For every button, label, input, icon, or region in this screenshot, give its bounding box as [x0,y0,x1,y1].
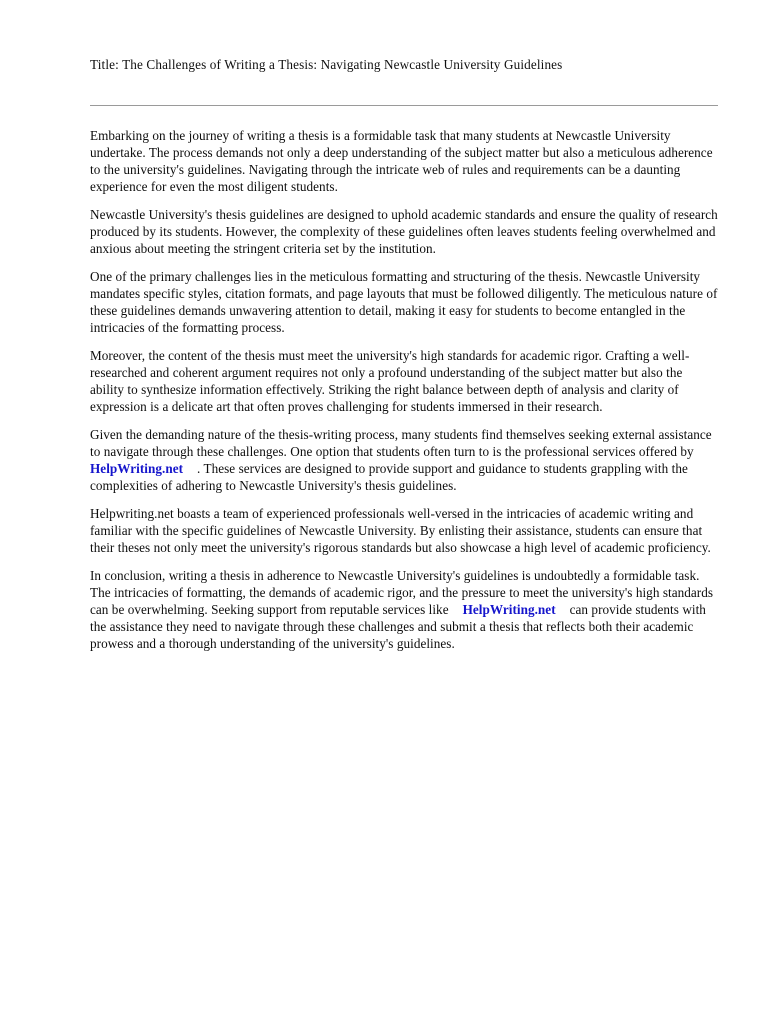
page-title: Title: The Challenges of Writing a Thesis: Navigating Newcastle University Guidelines [90,57,563,72]
paragraph-3-text: One of the primary challenges lies in the meticulous formatting and structuring of the thesis. Newcastle University mandates specific styles, citation formats, and page layouts that must be followed diligently. The meticulous nature of these guidelines demands unwavering attention to detail, making it easy for students to become entangled in the intricacies of the formatting process. [90,269,718,335]
paragraph-6-text: Helpwriting.net boasts a team of experienced professionals well-versed in the intricacies of academic writing and familiar with the specific guidelines of Newcastle University. By enlisting their assistance, students can ensure that their theses not only meet the university's rigorous standards but also showcase a high level of academic proficiency. [90,506,711,555]
body-text [90,127,718,652]
helpwriting-link-2[interactable]: HelpWriting.net [462,602,556,617]
paragraph-1 [90,127,718,195]
paragraph-4 [90,347,718,415]
helpwriting-link-1[interactable]: HelpWriting.net [90,461,184,476]
paragraph-1-text: Embarking on the journey of writing a thesis is a formidable task that many students at Newcastle University undertake. The process demands not only a deep understanding of the subject matter but also a meticulous adherence to the university's guidelines. Navigating through the intricate web of rules and requirements can be a daunting experience for even the most diligent students. [90,128,713,194]
document-content [90,56,718,652]
paragraph-2 [90,206,718,257]
paragraph-4-text: Moreover, the content of the thesis must meet the university's high standards for academic rigor. Crafting a well-researched and coherent argument requires not only a profound understanding of the subject matter but also the ability to synthesize information effectively. Striking the right balance between depth of analysis and clarity of expression is a delicate art that often proves challenging for students immersed in their research. [90,348,690,414]
paragraph-3 [90,268,718,336]
paragraph-7-text-after-link: can provide students with the assistance they need to navigate through these challenges and submit a thesis that reflects both their academic prowess and a thorough understanding of the university's guidelines. [90,602,706,651]
paragraph-7-text-before-link: In conclusion, writing a thesis in adherence to Newcastle University's guidelines is undoubtedly a formidable task. The intricacies of formatting, the demands of academic rigor, and the pressure to meet the university's high standards can be overwhelming. Seeking support from reputable services like [90,568,714,617]
paragraph-6 [90,505,718,556]
title-divider [90,105,718,106]
paragraph-5 [90,426,718,494]
paragraph-5-text-before-link: Given the demanding nature of the thesis-writing process, many students find themselves seeking external assistance to navigate through these challenges. One option that students often turn to is the professional services offered by [90,427,712,459]
paragraph-7 [90,567,718,652]
paragraph-2-text: Newcastle University's thesis guidelines are designed to uphold academic standards and ensure the quality of research produced by its students. However, the complexity of these guidelines often leaves students feeling overwhelmed and anxious about meeting the stringent criteria set by the institution. [90,207,718,256]
paragraph-5-text-after-link: . These services are designed to provide support and guidance to students grappling with the complexities of adhering to Newcastle University's thesis guidelines. [90,461,688,493]
